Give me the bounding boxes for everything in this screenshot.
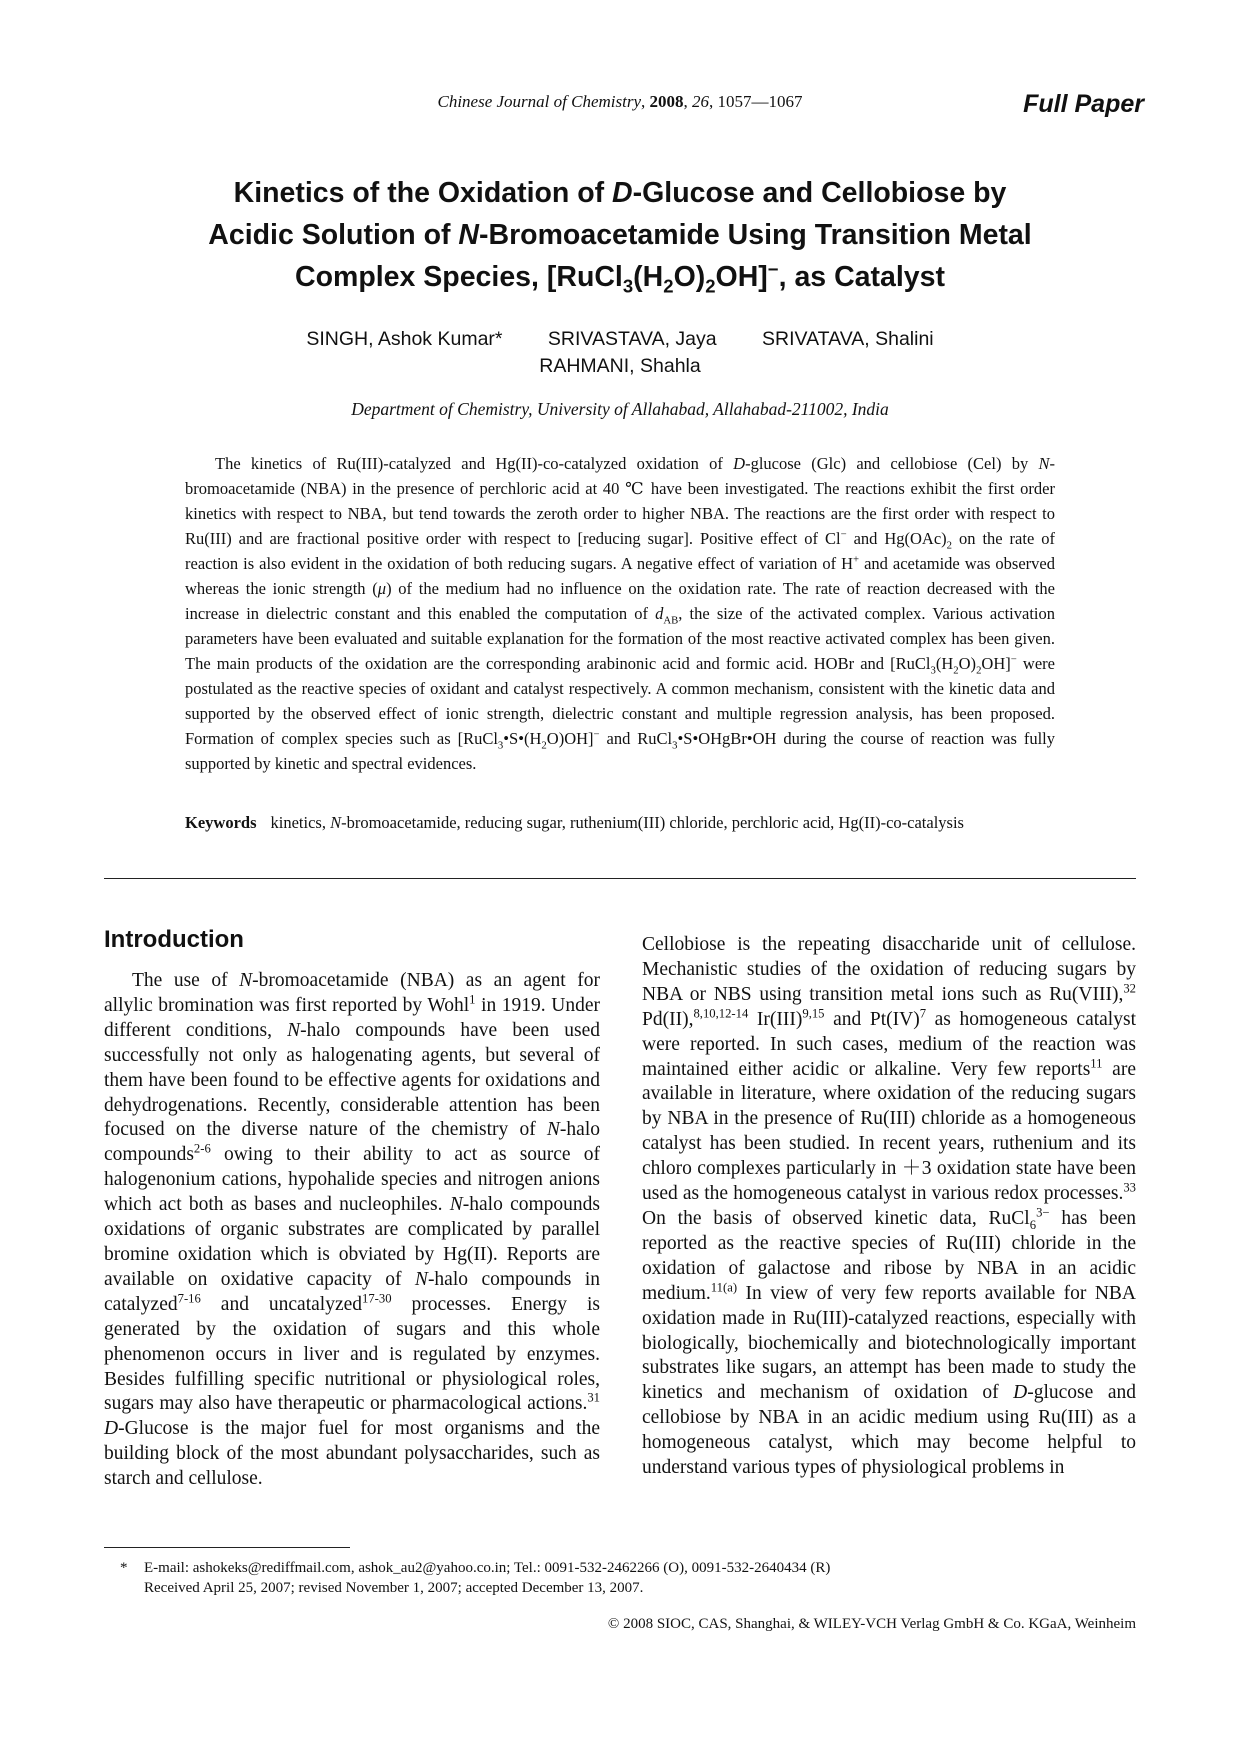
title-line-2: Acidic Solution of N-Bromoacetamide Using Transition Metal <box>208 219 1032 251</box>
footnote-contact: E-mail: ashokeks@rediffmail.com, ashok_au2@yahoo.co.in; Tel.: 0091-532-2462266 (O), 0091-532-2640434 (R) <box>144 1560 831 1576</box>
article-type-label: Full Paper <box>1023 90 1144 118</box>
affiliation: Department of Chemistry, University of Allahabad, Allahabad-211002, India <box>351 399 889 419</box>
journal-year: 2008 <box>649 92 684 111</box>
author-name: SRIVASTAVA, Jaya <box>547 328 717 350</box>
author-list <box>150 326 1090 380</box>
author-name: SINGH, Ashok Kumar* <box>306 328 503 350</box>
paper-title <box>150 172 1090 298</box>
section-heading: Introduction <box>104 926 244 953</box>
keywords: Keywords kinetics, N-bromoacetamide, reducing sugar, ruthenium(III) chloride, perchloric acid, Hg(II)-co-catalysis <box>185 813 964 832</box>
footnote-divider <box>104 1547 350 1548</box>
journal-volume: 26 <box>692 92 709 111</box>
body-column-left <box>104 925 600 1492</box>
author-name: RAHMANI, Shahla <box>539 355 701 377</box>
footnote-marker: * <box>120 1560 128 1576</box>
author-name: SRIVATAVA, Shalini <box>762 328 934 350</box>
footnote <box>120 1558 1120 1598</box>
journal-pages: 1057—1067 <box>717 92 803 111</box>
title-line-1: Kinetics of the Oxidation of D-Glucose and Cellobiose by <box>233 177 1007 209</box>
body-column-right <box>642 933 1136 1481</box>
keywords-label: Keywords <box>185 813 257 832</box>
body-paragraph: The use of N-bromoacetamide (NBA) as an agent for allylic bromination was first reported by Wohl$^1$ in 1919. Under different conditions, N-halo compounds have been used successfully not only as halogenating agents, but several of them have been found to be effective agents for oxidations and dehydrogenations. Recently, considerable attention has been focused on the diverse nature of the chemistry of N-halo compounds$^{2-6}$ owing to their ability to act as source of halogenonium cations, hypohalide species and nitrogen anions which act both as bases and nucleophiles. N-halo compounds oxidations of organic substrates are complicated by parallel bromine oxidation which is obviated by Hg(II). Reports are available on oxidative capacity of N-halo compounds in catalyzed$^{7-16}$ and uncatalyzed$^{17-30}$ processes. Energy is generated by the oxidation of sugars and this whole phenomenon occurs in liver and is regulated by enzymes. Besides fulfilling specific nutritional or physiological roles, sugars may also have therapeutic or pharmacological actions.$^{31}$ D-Glucose is the major fuel for most organisms and the building block of the most abundant polysaccharides, such as starch and cellulose. <box>104 970 601 1490</box>
copyright-notice: © 2008 SIOC, CAS, Shanghai, & WILEY-VCH Verlag GmbH & Co. KGaA, Weinheim <box>607 1616 1136 1632</box>
section-divider <box>104 878 1136 879</box>
body-paragraph: Cellobiose is the repeating disaccharide unit of cellulose. Mechanistic studies of the oxidation of reducing sugars by NBA or NBS using transition metal ions such as Ru(VIII),$^{32}$ Pd(II),$^{8,10,12-14}$ Ir(III)$^{9,15}$ and Pt(IV)$^7$ as homogeneous catalyst were reported. In such cases, medium of the reaction was maintained either acidic or alkaline. Very few reports$^{11}$ are available in literature, where oxidation of the reducing sugars by NBA in the presence of Ru(III) chloride as a homogeneous catalyst has been studied. In recent years, ruthenium and its chloro complexes particularly in ＋3 oxidation state have been used as the homogeneous catalyst in various redox processes.$^{33}$ On the basis of observed kinetic data, RuCl$_6^{3-}$ has been reported as the reactive species of Ru(III) chloride in the oxidation of galactose and ribose by NBA in an acidic medium.$^{11(a)}$ In view of very few reports available for NBA oxidation made in Ru(III)-catalyzed reactions, especially with biologically, biochemically and biotechnologically important substrates like sugars, an attempt has been made to study the kinetics and mechanism of oxidation of D-glucose and cellobiose by NBA in an acidic medium using Ru(III) as a homogeneous catalyst, which may become helpful to understand various types of physiological problems in <box>642 934 1137 1479</box>
abstract <box>185 451 1055 776</box>
journal-citation: Chinese Journal of Chemistry, 2008, 26, 1057—1067 <box>437 92 803 111</box>
title-line-3: Complex Species, $[RuCl_3(H_2O)_2OH]^-$, as Catalyst <box>295 258 945 297</box>
journal-name: Chinese Journal of Chemistry <box>437 92 641 111</box>
abstract-text: The kinetics of Ru(III)-catalyzed and Hg(II)-co-catalyzed oxidation of D-glucose (Glc) and cellobiose (Cel) by N-bromoacetamide (NBA) in the presence of perchloric acid at 40 ℃ have been investigated. The reactions exhibit the first order kinetics with respect to NBA, but tend towards the zeroth order to higher NBA. The reactions are the first order with respect to Ru(III) and are fractional positive order with respect to [reducing sugar]. Positive effect of Cl− and $Hg(OAc)_2$ on the rate of reaction is also evident in the oxidation of both reducing sugars. A negative effect of variation of H+ and acetamide was observed whereas the ionic strength (μ) of the medium had no influence on the oxidation rate. The rate of reaction decreased with the increase in dielectric constant and this enabled the computation of $d_{AB}$, the size of the activated complex. Various activation parameters have been evaluated and suitable explanation for the formation of the most reactive activated complex has been given. The main products of the oxidation are the corresponding arabinonic acid and formic acid. HOBr and $[RuCl_3(H_2O)_2OH]^-$ were postulated as the reactive species of oxidant and catalyst respectively. A common mechanism, consistent with the kinetic data and supported by the observed effect of ionic strength, dielectric constant and multiple regression analysis, has been proposed. Formation of complex species such as $[RuCl_3•S•(H_2O)OH]^-$ and RuCl$_3$•S•OHgBr•OH during the course of reaction was fully supported by kinetic and spectral evidences. <box>185 454 1055 773</box>
footnote-dates: Received April 25, 2007; revised November 1, 2007; accepted December 13, 2007. <box>144 1580 644 1596</box>
